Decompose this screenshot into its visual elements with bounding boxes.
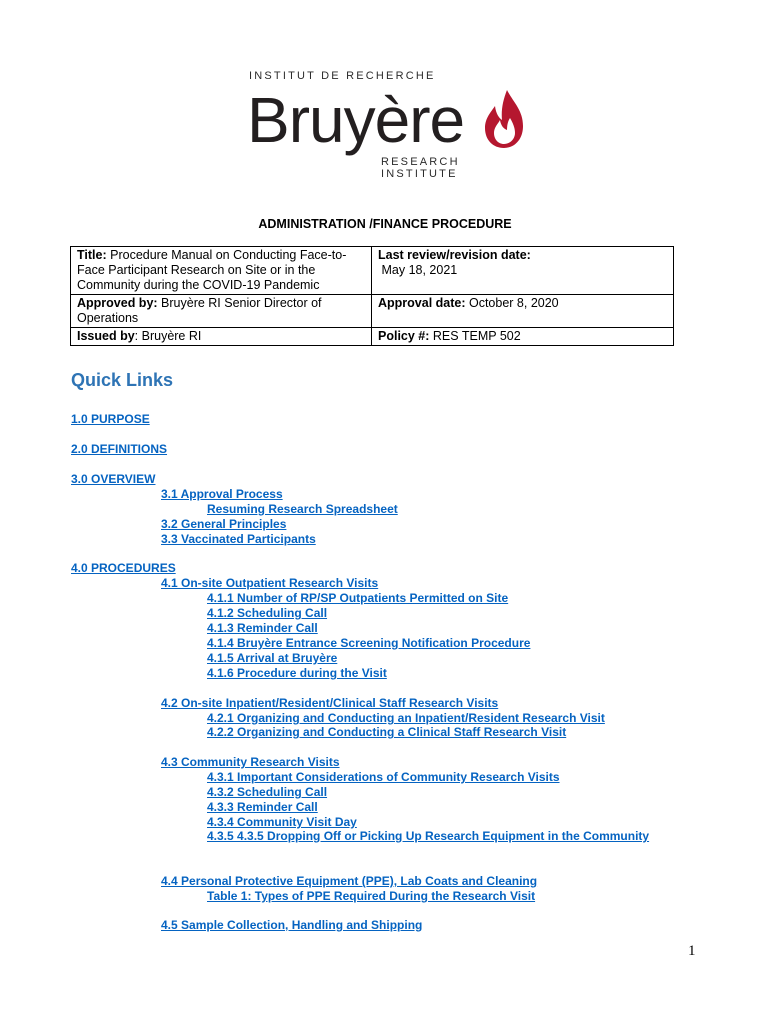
link-clinical-staff-visit[interactable]: 4.2.2 Organizing and Conducting a Clinical Staff Research Visit bbox=[207, 725, 567, 739]
title-label: Title: bbox=[77, 248, 107, 262]
approved-by-cell bbox=[71, 295, 372, 328]
link-overview[interactable]: 3.0 OVERVIEW bbox=[71, 472, 156, 486]
approved-by-value: Bruyère RI Senior Director of Operations bbox=[77, 296, 322, 325]
link-reminder-call-4-1-3[interactable]: 4.1.3 Reminder Call bbox=[207, 621, 318, 635]
review-date-value: May 18, 2021 bbox=[381, 263, 458, 277]
link-approval-process[interactable]: 3.1 Approval Process bbox=[161, 487, 283, 501]
policy-number-value: RES TEMP 502 bbox=[429, 329, 521, 343]
link-onsite-inpatient-visits[interactable]: 4.2 On-site Inpatient/Resident/Clinical Staff Research Visits bbox=[161, 696, 499, 710]
link-community-research-visits[interactable]: 4.3 Community Research Visits bbox=[161, 755, 340, 769]
policy-number-cell bbox=[372, 328, 674, 346]
link-entrance-screening[interactable]: 4.1.4 Bruyère Entrance Screening Notification Procedure bbox=[207, 636, 531, 650]
link-scheduling-call-4-1-2[interactable]: 4.1.2 Scheduling Call bbox=[207, 606, 328, 620]
title-value: Procedure Manual on Conducting Face-to-Face Participant Research on Site or in the Community during the COVID-19 Pandemic bbox=[77, 248, 347, 292]
link-sample-collection[interactable]: 4.5 Sample Collection, Handling and Shipping bbox=[161, 918, 423, 932]
link-resuming-research-spreadsheet[interactable]: Resuming Research Spreadsheet bbox=[207, 502, 398, 516]
title-cell bbox=[71, 247, 372, 295]
link-inpatient-resident-visit[interactable]: 4.2.1 Organizing and Conducting an Inpatient/Resident Research Visit bbox=[207, 711, 605, 725]
link-general-principles[interactable]: 3.2 General Principles bbox=[161, 517, 287, 531]
policy-metadata-table bbox=[70, 246, 674, 346]
logo-wordmark: Bruyère bbox=[247, 84, 465, 156]
link-community-considerations[interactable]: 4.3.1 Important Considerations of Community Research Visits bbox=[207, 770, 560, 784]
review-date-cell bbox=[372, 247, 674, 295]
policy-number-label: Policy #: bbox=[378, 329, 430, 343]
link-reminder-call-4-3-3[interactable]: 4.3.3 Reminder Call bbox=[207, 800, 318, 814]
link-purpose[interactable]: 1.0 PURPOSE bbox=[71, 412, 150, 426]
link-definitions[interactable]: 2.0 DEFINITIONS bbox=[71, 442, 168, 456]
link-onsite-outpatient-visits[interactable]: 4.1 On-site Outpatient Research Visits bbox=[161, 576, 379, 590]
document-type-heading: ADMINISTRATION /FINANCE PROCEDURE bbox=[258, 217, 512, 231]
link-vaccinated-participants[interactable]: 3.3 Vaccinated Participants bbox=[161, 532, 316, 546]
link-community-visit-day[interactable]: 4.3.4 Community Visit Day bbox=[207, 815, 357, 829]
issued-by-value: : Bruyère RI bbox=[134, 329, 202, 343]
link-table-1-ppe-types[interactable]: Table 1: Types of PPE Required During the Research Visit bbox=[207, 889, 536, 903]
link-number-outpatients-permitted[interactable]: 4.1.1 Number of RP/SP Outpatients Permitted on Site bbox=[207, 591, 509, 605]
link-ppe-lab-coats[interactable]: 4.4 Personal Protective Equipment (PPE), Lab Coats and Cleaning bbox=[161, 874, 538, 888]
approved-by-label: Approved by: bbox=[77, 296, 158, 310]
link-procedures[interactable]: 4.0 PROCEDURES bbox=[71, 561, 176, 575]
page-number: 1 bbox=[688, 943, 696, 959]
issued-by-cell bbox=[71, 328, 372, 346]
link-scheduling-call-4-3-2[interactable]: 4.3.2 Scheduling Call bbox=[207, 785, 328, 799]
link-arrival-at-bruyere[interactable]: 4.1.5 Arrival at Bruyère bbox=[207, 651, 338, 665]
approval-date-label: Approval date: bbox=[378, 296, 466, 310]
issued-by-label: Issued by bbox=[77, 329, 135, 343]
approval-date-value: October 8, 2020 bbox=[465, 296, 559, 310]
logo-bottom-text: RESEARCH INSTITUTE bbox=[381, 156, 460, 180]
link-procedure-during-visit[interactable]: 4.1.6 Procedure during the Visit bbox=[207, 666, 387, 680]
review-date-label: Last review/revision date: bbox=[378, 248, 531, 262]
link-equipment-dropoff[interactable]: 4.3.5 4.3.5 Dropping Off or Picking Up Research Equipment in the Community bbox=[207, 829, 650, 843]
logo-top-text: INSTITUT DE RECHERCHE bbox=[249, 70, 436, 82]
quick-links-heading: Quick Links bbox=[71, 370, 174, 390]
bruyere-logo bbox=[247, 70, 527, 180]
flame-icon bbox=[483, 88, 525, 150]
approval-date-cell bbox=[372, 295, 674, 328]
